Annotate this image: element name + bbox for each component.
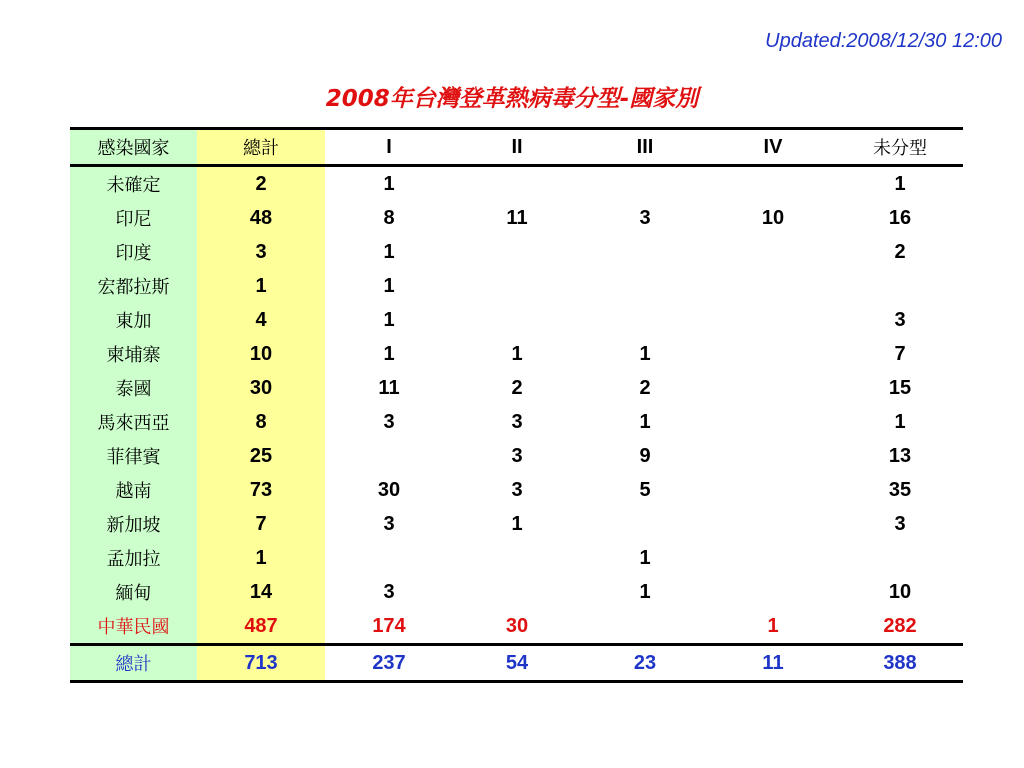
row-total: 2 bbox=[197, 166, 325, 202]
row-untyped bbox=[837, 269, 963, 303]
table-row bbox=[70, 371, 963, 405]
row-type-4 bbox=[709, 541, 837, 575]
grand-total-type-2: 54 bbox=[505, 651, 529, 674]
row-type-1: 3 bbox=[383, 580, 395, 603]
row-total: 4 bbox=[197, 303, 325, 337]
row-type-4 bbox=[709, 575, 837, 609]
row-type-2: 30 bbox=[505, 614, 529, 637]
row-total: 7 bbox=[197, 507, 325, 541]
row-type-3: 3 bbox=[639, 206, 651, 229]
row-type-3 bbox=[581, 235, 709, 269]
row-type-3: 2 bbox=[639, 376, 651, 399]
row-type-1: 1 bbox=[383, 308, 395, 331]
row-total: 30 bbox=[197, 371, 325, 405]
row-type-4: 10 bbox=[761, 206, 785, 229]
table-row bbox=[70, 269, 963, 303]
row-type-3: 1 bbox=[639, 546, 651, 569]
row-type-3 bbox=[581, 507, 709, 541]
row-type-1 bbox=[325, 439, 453, 473]
table-row bbox=[70, 473, 963, 507]
row-type-4 bbox=[709, 473, 837, 507]
table-row bbox=[70, 541, 963, 575]
grand-total-label: 總計 bbox=[70, 645, 197, 682]
row-total: 10 bbox=[197, 337, 325, 371]
row-total: 25 bbox=[197, 439, 325, 473]
row-country: 孟加拉 bbox=[70, 541, 197, 575]
row-country: 泰國 bbox=[70, 371, 197, 405]
row-total: 14 bbox=[197, 575, 325, 609]
row-type-2: 11 bbox=[506, 206, 528, 229]
row-type-2: 3 bbox=[511, 410, 523, 433]
table-row bbox=[70, 575, 963, 609]
header-type-4: IV bbox=[763, 135, 783, 158]
row-type-4 bbox=[709, 507, 837, 541]
row-country: 東加 bbox=[70, 303, 197, 337]
row-total: 1 bbox=[197, 541, 325, 575]
row-type-2: 2 bbox=[511, 376, 523, 399]
row-country: 印尼 bbox=[70, 201, 197, 235]
row-untyped: 7 bbox=[894, 342, 906, 365]
row-type-3: 1 bbox=[639, 580, 651, 603]
row-type-1: 3 bbox=[383, 512, 395, 535]
row-type-2: 1 bbox=[511, 342, 523, 365]
updated-timestamp: Updated:2008/12/30 12:00 bbox=[765, 30, 1002, 52]
row-type-2 bbox=[453, 269, 581, 303]
row-total: 8 bbox=[197, 405, 325, 439]
table-row bbox=[70, 507, 963, 541]
grand-total-type-4: 11 bbox=[762, 651, 784, 674]
table-row-taiwan bbox=[70, 609, 963, 645]
row-type-4 bbox=[709, 235, 837, 269]
row-type-4 bbox=[709, 337, 837, 371]
row-untyped: 282 bbox=[883, 614, 917, 637]
row-type-1 bbox=[325, 541, 453, 575]
row-country: 柬埔寨 bbox=[70, 337, 197, 371]
table-row-grand-total bbox=[70, 645, 963, 682]
grand-total-type-1: 237 bbox=[372, 651, 406, 674]
table-row bbox=[70, 235, 963, 269]
row-type-4: 1 bbox=[767, 614, 779, 637]
dengue-serotype-table-container bbox=[70, 127, 963, 683]
row-type-1: 174 bbox=[372, 614, 406, 637]
table-row bbox=[70, 201, 963, 235]
row-country: 宏都拉斯 bbox=[70, 269, 197, 303]
header-country: 感染國家 bbox=[70, 129, 197, 166]
row-untyped: 3 bbox=[894, 308, 906, 331]
table-row bbox=[70, 166, 963, 202]
row-type-1: 1 bbox=[383, 274, 395, 297]
row-untyped: 10 bbox=[888, 580, 912, 603]
table-row bbox=[70, 405, 963, 439]
dengue-serotype-table bbox=[70, 127, 963, 683]
row-type-3: 1 bbox=[639, 342, 651, 365]
row-untyped: 3 bbox=[894, 512, 906, 535]
row-type-3 bbox=[581, 303, 709, 337]
header-type-3: III bbox=[636, 135, 654, 158]
grand-total-untyped: 388 bbox=[883, 651, 917, 674]
table-row bbox=[70, 439, 963, 473]
row-untyped: 2 bbox=[894, 240, 906, 263]
row-type-1: 30 bbox=[377, 478, 401, 501]
row-type-1: 11 bbox=[378, 376, 400, 399]
row-type-1: 8 bbox=[383, 206, 395, 229]
row-untyped: 13 bbox=[888, 444, 912, 467]
row-type-3: 9 bbox=[639, 444, 651, 467]
header-untyped: 未分型 bbox=[873, 138, 927, 159]
row-type-2 bbox=[453, 235, 581, 269]
row-country: 新加坡 bbox=[70, 507, 197, 541]
row-type-1: 1 bbox=[383, 240, 395, 263]
row-type-4 bbox=[709, 439, 837, 473]
row-type-1: 3 bbox=[383, 410, 395, 433]
row-type-2: 3 bbox=[511, 478, 523, 501]
row-type-3 bbox=[581, 166, 709, 202]
row-type-2 bbox=[453, 303, 581, 337]
header-total: 總計 bbox=[197, 129, 325, 166]
grand-total-total: 713 bbox=[197, 645, 325, 682]
row-type-4 bbox=[709, 405, 837, 439]
page-title: 2008年台灣登革熱病毒分型-國家別 bbox=[325, 86, 699, 112]
row-total: 487 bbox=[197, 609, 325, 645]
row-type-3 bbox=[581, 609, 709, 645]
row-untyped: 1 bbox=[894, 410, 906, 433]
row-untyped bbox=[837, 541, 963, 575]
row-country: 未確定 bbox=[70, 166, 197, 202]
row-country: 印度 bbox=[70, 235, 197, 269]
row-type-3: 5 bbox=[639, 478, 651, 501]
row-untyped: 16 bbox=[888, 206, 912, 229]
row-total: 3 bbox=[197, 235, 325, 269]
row-country: 越南 bbox=[70, 473, 197, 507]
row-type-2 bbox=[453, 575, 581, 609]
row-untyped: 1 bbox=[894, 172, 906, 195]
table-header-row bbox=[70, 129, 963, 166]
row-type-4 bbox=[709, 269, 837, 303]
row-type-2: 3 bbox=[511, 444, 523, 467]
grand-total-type-3: 23 bbox=[633, 651, 657, 674]
row-type-1: 1 bbox=[383, 172, 395, 195]
header-type-1: I bbox=[386, 135, 392, 158]
table-row bbox=[70, 337, 963, 371]
row-country: 馬來西亞 bbox=[70, 405, 197, 439]
row-type-2 bbox=[453, 541, 581, 575]
row-type-4 bbox=[709, 166, 837, 202]
row-type-1: 1 bbox=[383, 342, 395, 365]
row-type-4 bbox=[709, 371, 837, 405]
row-country: 緬甸 bbox=[70, 575, 197, 609]
row-untyped: 35 bbox=[888, 478, 912, 501]
row-total: 73 bbox=[197, 473, 325, 507]
row-country: 菲律賓 bbox=[70, 439, 197, 473]
table-row bbox=[70, 303, 963, 337]
row-total: 48 bbox=[197, 201, 325, 235]
row-country: 中華民國 bbox=[70, 609, 197, 645]
row-type-2: 1 bbox=[511, 512, 523, 535]
row-type-2 bbox=[453, 166, 581, 202]
row-type-4 bbox=[709, 303, 837, 337]
row-type-3 bbox=[581, 269, 709, 303]
header-type-2: II bbox=[511, 135, 523, 158]
row-type-3: 1 bbox=[639, 410, 651, 433]
row-total: 1 bbox=[197, 269, 325, 303]
row-untyped: 15 bbox=[888, 376, 912, 399]
